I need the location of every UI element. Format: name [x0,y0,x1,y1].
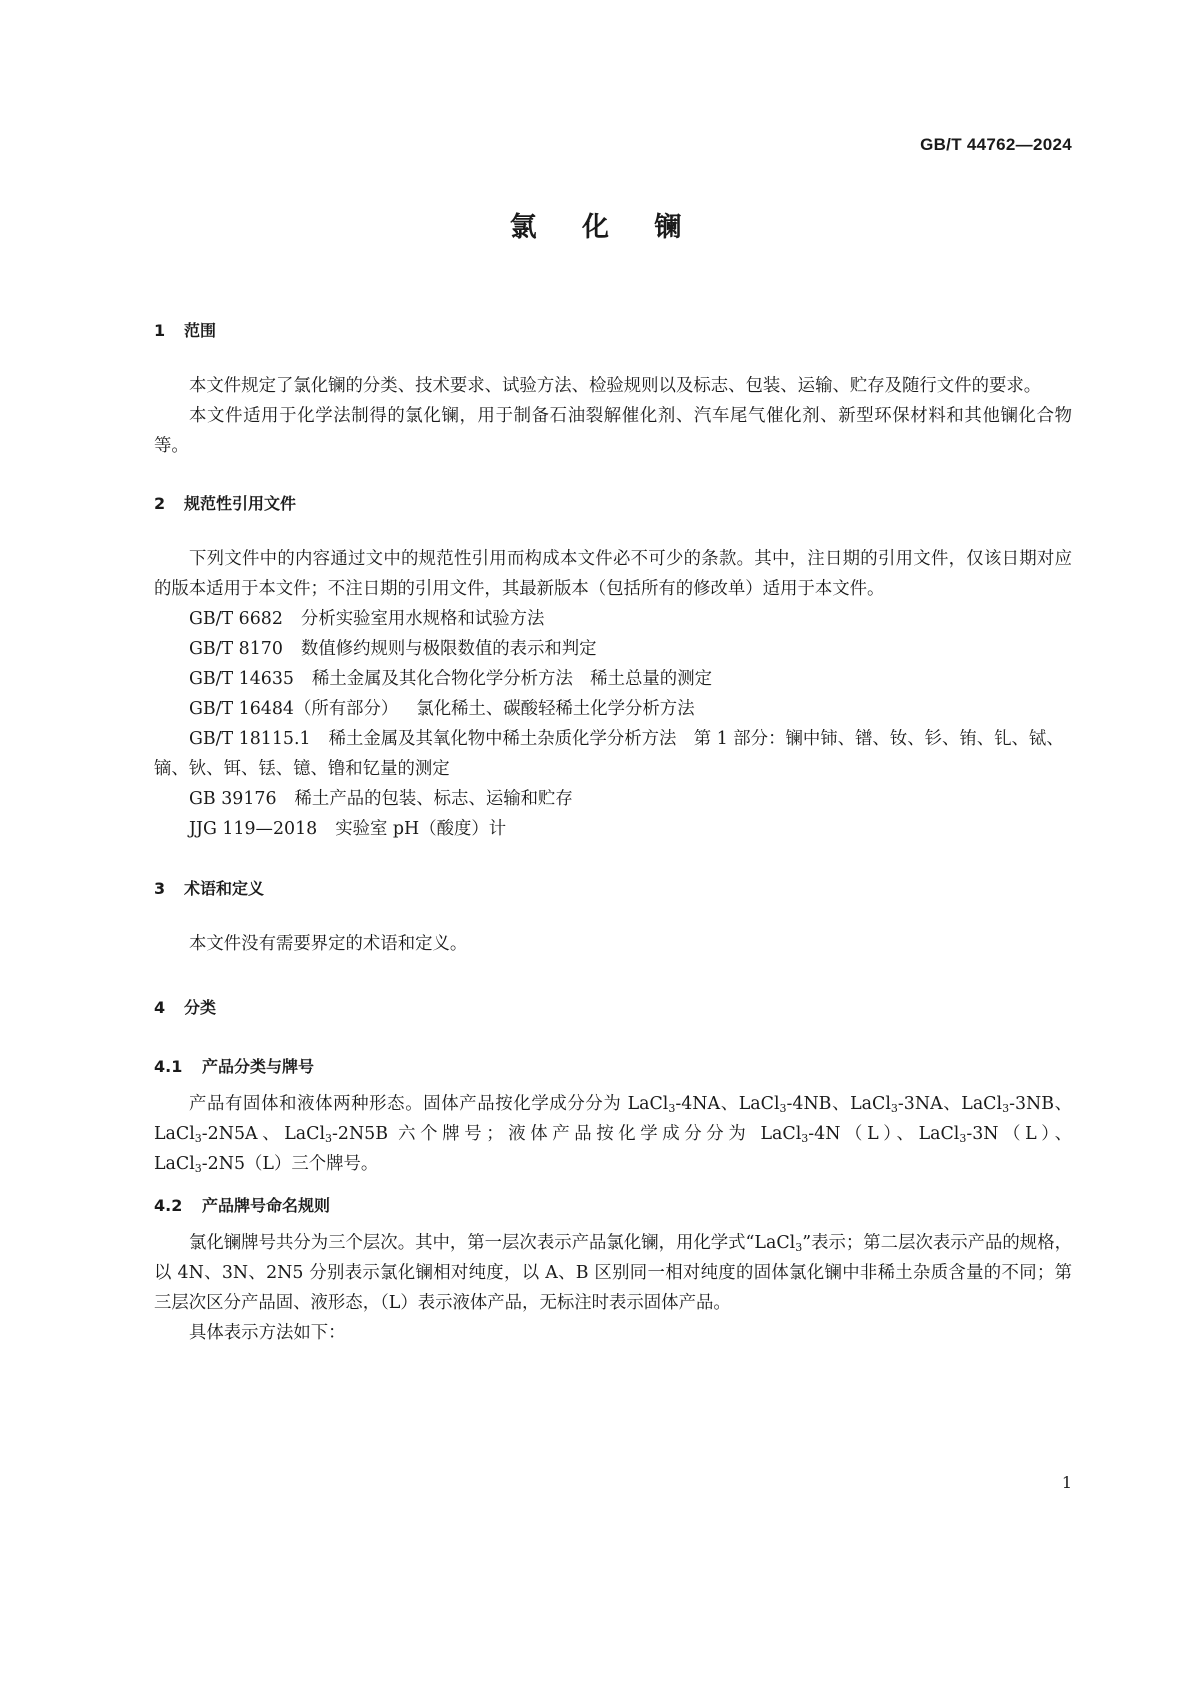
section-title: 术语和定义 [184,879,265,898]
reference-item [154,604,1072,634]
subsection-number: 4.2 [154,1196,183,1215]
section-title: 范围 [184,321,217,340]
standard-code: GB/T 44762—2024 [920,135,1072,154]
reference-item [154,694,1072,724]
reference-code: GB/T 8170 [189,639,283,659]
section-number: 1 [154,321,166,340]
reference-title: 稀土产品的包装、标志、运输和贮存 [294,789,573,809]
subsection-title: 产品分类与牌号 [202,1057,315,1076]
reference-item [154,814,1072,844]
reference-item [154,724,1072,784]
paragraph: 本文件规定了氯化镧的分类、技术要求、试验方法、检验规则以及标志、包装、运输、贮存及随行文件的要求。 [189,376,1042,396]
section-2-heading [154,491,1072,514]
reference-code: GB/T 18115.1 [189,729,311,749]
section-number: 3 [154,879,166,898]
paragraph: 本文件没有需要界定的术语和定义。 [189,934,468,954]
subsection-4-1-heading [154,1054,1072,1077]
reference-list [154,604,1072,844]
grades-paragraph: 产品有固体和液体两种形态。固体产品按化学成分分为 LaCl$_3$-4NA、LaCl$_3$-4NB、LaCl$_3$-3NA、LaCl$_3$-3NB、LaCl$_3$-2N5A、LaCl$_3$-2N5B 六个牌号；液体产品按化学成分分为 LaCl$_3$-4N（L）、LaCl$_3$-3N（L）、LaCl$_3$-2N5（L）三个牌号。 [154,1094,1073,1175]
reference-code: JJG 119—2018 [189,819,318,839]
page-number: 1 [1061,1473,1072,1492]
section-3-heading [154,876,1072,899]
reference-code: GB/T 14635 [189,669,294,689]
subsection-4-2-heading [154,1193,1072,1216]
section-4-heading [154,995,1072,1018]
section-title: 分类 [184,998,217,1017]
document-body [154,318,1072,1348]
section-1-heading [154,318,1072,341]
reference-code: GB 39176 [189,789,277,809]
paragraph: 下列文件中的内容通过文中的规范性引用而构成本文件必不可少的条款。其中，注日期的引用文件，仅该日期对应的版本适用于本文件；不注日期的引用文件，其最新版本（包括所有的修改单）适用于本文件。 [154,549,1072,599]
reference-title: 稀土金属及其化合物化学分析方法 稀土总量的测定 [311,669,712,689]
reference-item [154,634,1072,664]
reference-code: GB/T 6682 [189,609,283,629]
reference-title: 实验室 pH（酸度）计 [335,819,507,839]
reference-title: 氯化稀土、碳酸轻稀土化学分析方法 [416,699,695,719]
reference-item [154,784,1072,814]
section-number: 2 [154,494,166,513]
reference-code: GB/T 16484（所有部分） [189,699,399,719]
subsection-number: 4.1 [154,1057,183,1076]
subsection-title: 产品牌号命名规则 [202,1196,331,1215]
reference-title: 数值修约规则与极限数值的表示和判定 [300,639,597,659]
reference-title: 分析实验室用水规格和试验方法 [300,609,545,629]
section-title: 规范性引用文件 [184,494,297,513]
document-title: 氯 化 镧 [509,212,700,243]
section-number: 4 [154,998,166,1017]
reference-item [154,664,1072,694]
reference-title: 稀土金属及其氧化物中稀土杂质化学分析方法 第 1 部分：镧中铈、镨、钕、钐、铕、钆、铽、镝、钬、铒、铥、镱、镥和钇量的测定 [154,729,1064,779]
paragraph: 本文件适用于化学法制得的氯化镧，用于制备石油裂解催化剂、汽车尾气催化剂、新型环保材料和其他镧化合物等。 [154,406,1072,456]
naming-rule-paragraph: 氯化镧牌号共分为三个层次。其中，第一层次表示产品氯化镧，用化学式“LaCl$_3$”表示；第二层次表示产品的规格，以 4N、3N、2N5 分别表示氯化镧相对纯度，以 A、B 区别同一相对纯度的固体氯化镧中非稀土杂质含量的不同；第三层次区分产品固、液形态，（L）表示液体产品，无标注时表示固体产品。 [154,1233,1072,1313]
paragraph: 具体表示方法如下： [189,1323,346,1343]
